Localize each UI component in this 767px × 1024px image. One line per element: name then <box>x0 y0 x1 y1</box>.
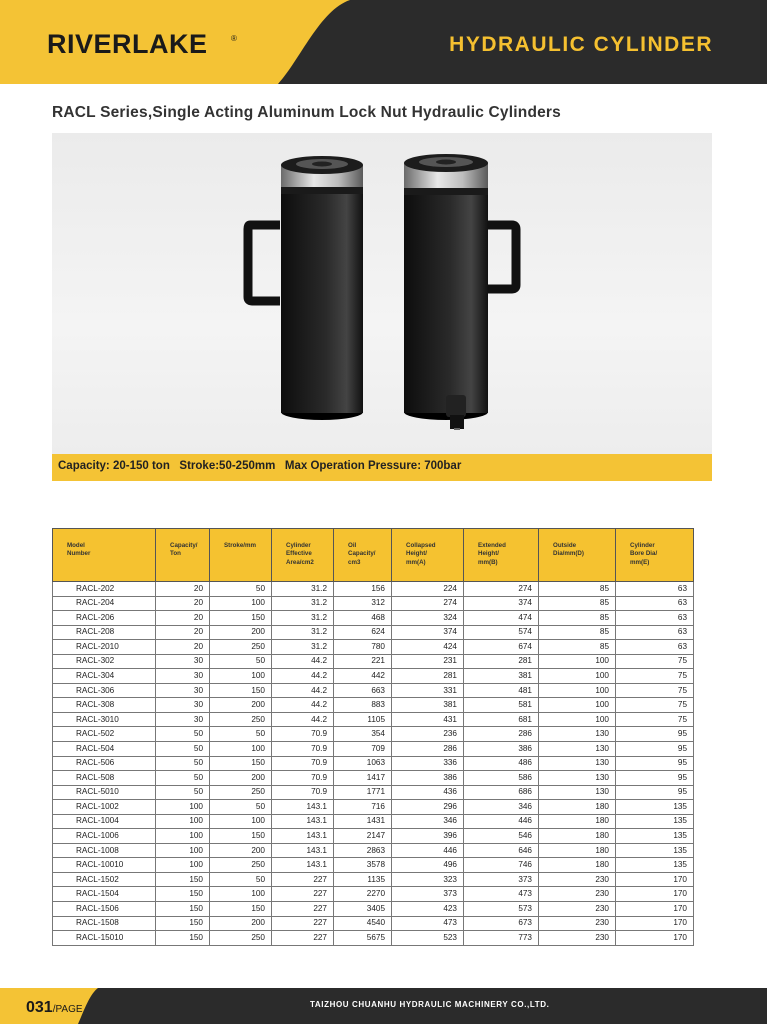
value-cell: 44.2 <box>272 683 334 698</box>
column-header-line: Bore Dia/ <box>630 550 658 558</box>
value-cell: 63 <box>616 625 694 640</box>
value-cell: 170 <box>616 872 694 887</box>
value-cell: 20 <box>156 640 210 655</box>
hydraulic-cylinders-image <box>52 133 712 454</box>
value-cell: 143.1 <box>272 843 334 858</box>
page-number <box>26 999 83 1017</box>
table-row <box>53 698 694 713</box>
value-cell: 20 <box>156 611 210 626</box>
model-cell: RACL-1504 <box>53 887 156 902</box>
column-header-line: Capacity/ <box>170 542 198 549</box>
table-row <box>53 771 694 786</box>
value-cell: 50 <box>156 727 210 742</box>
value-cell: 150 <box>210 829 272 844</box>
value-cell: 170 <box>616 931 694 946</box>
value-cell: 130 <box>539 771 616 786</box>
value-cell: 381 <box>392 698 464 713</box>
value-cell: 100 <box>156 800 210 815</box>
value-cell: 281 <box>392 669 464 684</box>
value-cell: 63 <box>616 596 694 611</box>
table-row <box>53 712 694 727</box>
model-cell: RACL-1508 <box>53 916 156 931</box>
value-cell: 686 <box>464 785 539 800</box>
value-cell: 446 <box>464 814 539 829</box>
value-cell: 31.2 <box>272 596 334 611</box>
value-cell: 95 <box>616 742 694 757</box>
value-cell: 336 <box>392 756 464 771</box>
value-cell: 230 <box>539 887 616 902</box>
value-cell: 473 <box>464 887 539 902</box>
column-header-line: Ton <box>170 550 181 558</box>
column-header-line: Cylinder <box>630 542 655 549</box>
value-cell: 346 <box>464 800 539 815</box>
column-header <box>392 529 464 582</box>
column-header-line: mm(E) <box>630 558 650 566</box>
table-row <box>53 727 694 742</box>
column-header-line: Outside <box>553 542 577 549</box>
value-cell: 150 <box>210 756 272 771</box>
value-cell: 1417 <box>334 771 392 786</box>
column-header-line: Effective <box>286 550 312 558</box>
value-cell: 50 <box>156 742 210 757</box>
registered-mark: ® <box>231 34 237 43</box>
model-cell: RACL-206 <box>53 611 156 626</box>
model-cell: RACL-502 <box>53 727 156 742</box>
value-cell: 716 <box>334 800 392 815</box>
value-cell: 496 <box>392 858 464 873</box>
value-cell: 70.9 <box>272 756 334 771</box>
value-cell: 100 <box>156 829 210 844</box>
value-cell: 100 <box>539 683 616 698</box>
value-cell: 135 <box>616 800 694 815</box>
value-cell: 681 <box>464 712 539 727</box>
value-cell: 100 <box>539 712 616 727</box>
value-cell: 100 <box>539 654 616 669</box>
model-cell: RACL-202 <box>53 582 156 597</box>
table-row <box>53 872 694 887</box>
value-cell: 135 <box>616 858 694 873</box>
value-cell: 100 <box>156 843 210 858</box>
value-cell: 85 <box>539 611 616 626</box>
value-cell: 170 <box>616 902 694 917</box>
value-cell: 100 <box>156 814 210 829</box>
value-cell: 481 <box>464 683 539 698</box>
value-cell: 546 <box>464 829 539 844</box>
value-cell: 20 <box>156 625 210 640</box>
value-cell: 50 <box>210 727 272 742</box>
specification-table <box>52 528 694 946</box>
model-cell: RACL-1506 <box>53 902 156 917</box>
column-header-line: Stroke/mm <box>224 542 256 549</box>
column-header <box>156 529 210 582</box>
value-cell: 1771 <box>334 785 392 800</box>
value-cell: 250 <box>210 858 272 873</box>
value-cell: 674 <box>464 640 539 655</box>
value-cell: 354 <box>334 727 392 742</box>
value-cell: 44.2 <box>272 654 334 669</box>
table-row <box>53 669 694 684</box>
value-cell: 135 <box>616 814 694 829</box>
value-cell: 5675 <box>334 931 392 946</box>
table-header-row <box>53 529 694 582</box>
value-cell: 31.2 <box>272 582 334 597</box>
value-cell: 374 <box>392 625 464 640</box>
value-cell: 63 <box>616 582 694 597</box>
value-cell: 446 <box>392 843 464 858</box>
value-cell: 30 <box>156 698 210 713</box>
value-cell: 50 <box>210 654 272 669</box>
value-cell: 75 <box>616 698 694 713</box>
column-header-line: mm(B) <box>478 558 498 566</box>
value-cell: 780 <box>334 640 392 655</box>
value-cell: 75 <box>616 712 694 727</box>
value-cell: 156 <box>334 582 392 597</box>
value-cell: 423 <box>392 902 464 917</box>
value-cell: 373 <box>464 872 539 887</box>
column-header-line: Oil <box>348 542 357 549</box>
value-cell: 424 <box>392 640 464 655</box>
value-cell: 100 <box>210 742 272 757</box>
model-cell: RACL-2010 <box>53 640 156 655</box>
page-number-value: 031 <box>26 999 53 1016</box>
value-cell: 274 <box>392 596 464 611</box>
table-row <box>53 887 694 902</box>
value-cell: 150 <box>210 902 272 917</box>
value-cell: 574 <box>464 625 539 640</box>
model-cell: RACL-302 <box>53 654 156 669</box>
model-cell: RACL-306 <box>53 683 156 698</box>
value-cell: 2147 <box>334 829 392 844</box>
value-cell: 4540 <box>334 916 392 931</box>
value-cell: 150 <box>156 887 210 902</box>
value-cell: 85 <box>539 640 616 655</box>
column-header-line: Capacity/ <box>348 550 376 558</box>
value-cell: 1063 <box>334 756 392 771</box>
value-cell: 281 <box>464 654 539 669</box>
value-cell: 100 <box>156 858 210 873</box>
value-cell: 374 <box>464 596 539 611</box>
value-cell: 150 <box>210 611 272 626</box>
table-row <box>53 640 694 655</box>
specification-summary: Capacity: 20-150 ton Stroke:50-250mm Max Operation Pressure: 700bar <box>58 460 462 472</box>
value-cell: 75 <box>616 683 694 698</box>
value-cell: 180 <box>539 800 616 815</box>
value-cell: 646 <box>464 843 539 858</box>
value-cell: 224 <box>392 582 464 597</box>
value-cell: 236 <box>392 727 464 742</box>
table-row <box>53 843 694 858</box>
column-header-line: mm(A) <box>406 558 426 566</box>
value-cell: 3405 <box>334 902 392 917</box>
table-row <box>53 800 694 815</box>
value-cell: 143.1 <box>272 829 334 844</box>
column-header-line: Height/ <box>478 550 499 558</box>
table-row <box>53 683 694 698</box>
value-cell: 200 <box>210 771 272 786</box>
value-cell: 85 <box>539 625 616 640</box>
right-cylinder <box>404 154 516 429</box>
table-row <box>53 596 694 611</box>
value-cell: 150 <box>156 931 210 946</box>
value-cell: 250 <box>210 640 272 655</box>
value-cell: 95 <box>616 756 694 771</box>
value-cell: 170 <box>616 887 694 902</box>
column-header <box>334 529 392 582</box>
table-row <box>53 625 694 640</box>
value-cell: 95 <box>616 771 694 786</box>
model-cell: RACL-504 <box>53 742 156 757</box>
value-cell: 346 <box>392 814 464 829</box>
value-cell: 70.9 <box>272 785 334 800</box>
left-cylinder <box>248 156 363 420</box>
column-header <box>539 529 616 582</box>
value-cell: 130 <box>539 742 616 757</box>
value-cell: 442 <box>334 669 392 684</box>
value-cell: 30 <box>156 654 210 669</box>
value-cell: 180 <box>539 829 616 844</box>
value-cell: 130 <box>539 785 616 800</box>
model-cell: RACL-5010 <box>53 785 156 800</box>
value-cell: 100 <box>539 669 616 684</box>
value-cell: 227 <box>272 902 334 917</box>
table-row <box>53 611 694 626</box>
value-cell: 883 <box>334 698 392 713</box>
column-header <box>210 529 272 582</box>
value-cell: 436 <box>392 785 464 800</box>
value-cell: 2863 <box>334 843 392 858</box>
value-cell: 70.9 <box>272 727 334 742</box>
table-row <box>53 582 694 597</box>
specification-band <box>52 454 712 481</box>
value-cell: 663 <box>334 683 392 698</box>
value-cell: 100 <box>210 887 272 902</box>
table-row <box>53 756 694 771</box>
model-cell: RACL-10010 <box>53 858 156 873</box>
value-cell: 150 <box>156 902 210 917</box>
value-cell: 100 <box>539 698 616 713</box>
value-cell: 231 <box>392 654 464 669</box>
value-cell: 70.9 <box>272 742 334 757</box>
value-cell: 30 <box>156 712 210 727</box>
value-cell: 95 <box>616 727 694 742</box>
table-row <box>53 858 694 873</box>
model-cell: RACL-1004 <box>53 814 156 829</box>
brand-logo: RIVERLAKE <box>47 29 208 59</box>
value-cell: 286 <box>392 742 464 757</box>
value-cell: 230 <box>539 902 616 917</box>
value-cell: 31.2 <box>272 625 334 640</box>
value-cell: 150 <box>156 916 210 931</box>
column-header-line: Model <box>67 542 85 549</box>
value-cell: 20 <box>156 596 210 611</box>
value-cell: 50 <box>156 771 210 786</box>
value-cell: 323 <box>392 872 464 887</box>
value-cell: 50 <box>210 800 272 815</box>
value-cell: 75 <box>616 669 694 684</box>
value-cell: 44.2 <box>272 669 334 684</box>
product-title: RACL Series,Single Acting Aluminum Lock Nut Hydraulic Cylinders <box>52 104 561 121</box>
value-cell: 1431 <box>334 814 392 829</box>
value-cell: 312 <box>334 596 392 611</box>
value-cell: 180 <box>539 843 616 858</box>
value-cell: 373 <box>392 887 464 902</box>
value-cell: 100 <box>210 669 272 684</box>
column-header-line: Dia/mm(D) <box>553 550 584 558</box>
column-header <box>53 529 156 582</box>
value-cell: 143.1 <box>272 814 334 829</box>
table-row <box>53 785 694 800</box>
value-cell: 95 <box>616 785 694 800</box>
value-cell: 135 <box>616 829 694 844</box>
value-cell: 296 <box>392 800 464 815</box>
value-cell: 100 <box>210 596 272 611</box>
table-row <box>53 814 694 829</box>
value-cell: 250 <box>210 712 272 727</box>
value-cell: 150 <box>156 872 210 887</box>
value-cell: 523 <box>392 931 464 946</box>
value-cell: 63 <box>616 611 694 626</box>
product-photo <box>52 133 712 454</box>
value-cell: 85 <box>539 596 616 611</box>
value-cell: 581 <box>464 698 539 713</box>
value-cell: 396 <box>392 829 464 844</box>
value-cell: 44.2 <box>272 698 334 713</box>
model-cell: RACL-1502 <box>53 872 156 887</box>
model-cell: RACL-304 <box>53 669 156 684</box>
value-cell: 30 <box>156 683 210 698</box>
model-cell: RACL-1002 <box>53 800 156 815</box>
value-cell: 75 <box>616 654 694 669</box>
value-cell: 63 <box>616 640 694 655</box>
value-cell: 200 <box>210 916 272 931</box>
value-cell: 474 <box>464 611 539 626</box>
value-cell: 386 <box>392 771 464 786</box>
value-cell: 31.2 <box>272 640 334 655</box>
page-suffix: /PAGE <box>52 1004 83 1015</box>
value-cell: 486 <box>464 756 539 771</box>
value-cell: 250 <box>210 785 272 800</box>
value-cell: 31.2 <box>272 611 334 626</box>
value-cell: 100 <box>210 814 272 829</box>
table-row <box>53 931 694 946</box>
value-cell: 85 <box>539 582 616 597</box>
column-header <box>464 529 539 582</box>
value-cell: 230 <box>539 872 616 887</box>
value-cell: 274 <box>464 582 539 597</box>
model-cell: RACL-3010 <box>53 712 156 727</box>
page-header <box>0 0 767 84</box>
catalog-title: HYDRAULIC CYLINDER <box>449 33 713 56</box>
value-cell: 130 <box>539 727 616 742</box>
value-cell: 1105 <box>334 712 392 727</box>
column-header-line: Collapsed <box>406 542 436 549</box>
value-cell: 746 <box>464 858 539 873</box>
model-cell: RACL-506 <box>53 756 156 771</box>
value-cell: 468 <box>334 611 392 626</box>
value-cell: 773 <box>464 931 539 946</box>
company-name: TAIZHOU CHUANHU HYDRAULIC MACHINERY CO.,LTD. <box>310 1000 550 1009</box>
value-cell: 50 <box>156 756 210 771</box>
value-cell: 624 <box>334 625 392 640</box>
table-row <box>53 742 694 757</box>
value-cell: 3578 <box>334 858 392 873</box>
value-cell: 221 <box>334 654 392 669</box>
value-cell: 150 <box>210 683 272 698</box>
value-cell: 200 <box>210 698 272 713</box>
value-cell: 20 <box>156 582 210 597</box>
value-cell: 227 <box>272 872 334 887</box>
column-header <box>616 529 694 582</box>
value-cell: 586 <box>464 771 539 786</box>
column-header-line: cm3 <box>348 558 361 566</box>
table-row <box>53 829 694 844</box>
value-cell: 70.9 <box>272 771 334 786</box>
value-cell: 324 <box>392 611 464 626</box>
value-cell: 386 <box>464 742 539 757</box>
table-row <box>53 916 694 931</box>
value-cell: 227 <box>272 887 334 902</box>
value-cell: 50 <box>156 785 210 800</box>
model-cell: RACL-15010 <box>53 931 156 946</box>
value-cell: 130 <box>539 756 616 771</box>
value-cell: 200 <box>210 625 272 640</box>
model-cell: RACL-204 <box>53 596 156 611</box>
value-cell: 250 <box>210 931 272 946</box>
table-row <box>53 654 694 669</box>
column-header-line: Cylinder <box>286 542 311 549</box>
value-cell: 673 <box>464 916 539 931</box>
column-header-line: Number <box>67 550 91 558</box>
value-cell: 135 <box>616 843 694 858</box>
value-cell: 143.1 <box>272 858 334 873</box>
value-cell: 50 <box>210 872 272 887</box>
model-cell: RACL-1006 <box>53 829 156 844</box>
value-cell: 230 <box>539 916 616 931</box>
value-cell: 227 <box>272 931 334 946</box>
value-cell: 1135 <box>334 872 392 887</box>
model-cell: RACL-508 <box>53 771 156 786</box>
value-cell: 200 <box>210 843 272 858</box>
value-cell: 381 <box>464 669 539 684</box>
column-header-line: Extended <box>478 542 506 549</box>
value-cell: 180 <box>539 858 616 873</box>
value-cell: 44.2 <box>272 712 334 727</box>
value-cell: 2270 <box>334 887 392 902</box>
value-cell: 143.1 <box>272 800 334 815</box>
value-cell: 230 <box>539 931 616 946</box>
value-cell: 286 <box>464 727 539 742</box>
value-cell: 180 <box>539 814 616 829</box>
value-cell: 170 <box>616 916 694 931</box>
value-cell: 709 <box>334 742 392 757</box>
model-cell: RACL-1008 <box>53 843 156 858</box>
value-cell: 227 <box>272 916 334 931</box>
column-header-line: Area/cm2 <box>286 558 314 566</box>
value-cell: 573 <box>464 902 539 917</box>
value-cell: 331 <box>392 683 464 698</box>
value-cell: 50 <box>210 582 272 597</box>
model-cell: RACL-208 <box>53 625 156 640</box>
value-cell: 30 <box>156 669 210 684</box>
model-cell: RACL-308 <box>53 698 156 713</box>
column-header-line: Height/ <box>406 550 427 558</box>
value-cell: 431 <box>392 712 464 727</box>
table-row <box>53 902 694 917</box>
column-header <box>272 529 334 582</box>
value-cell: 473 <box>392 916 464 931</box>
